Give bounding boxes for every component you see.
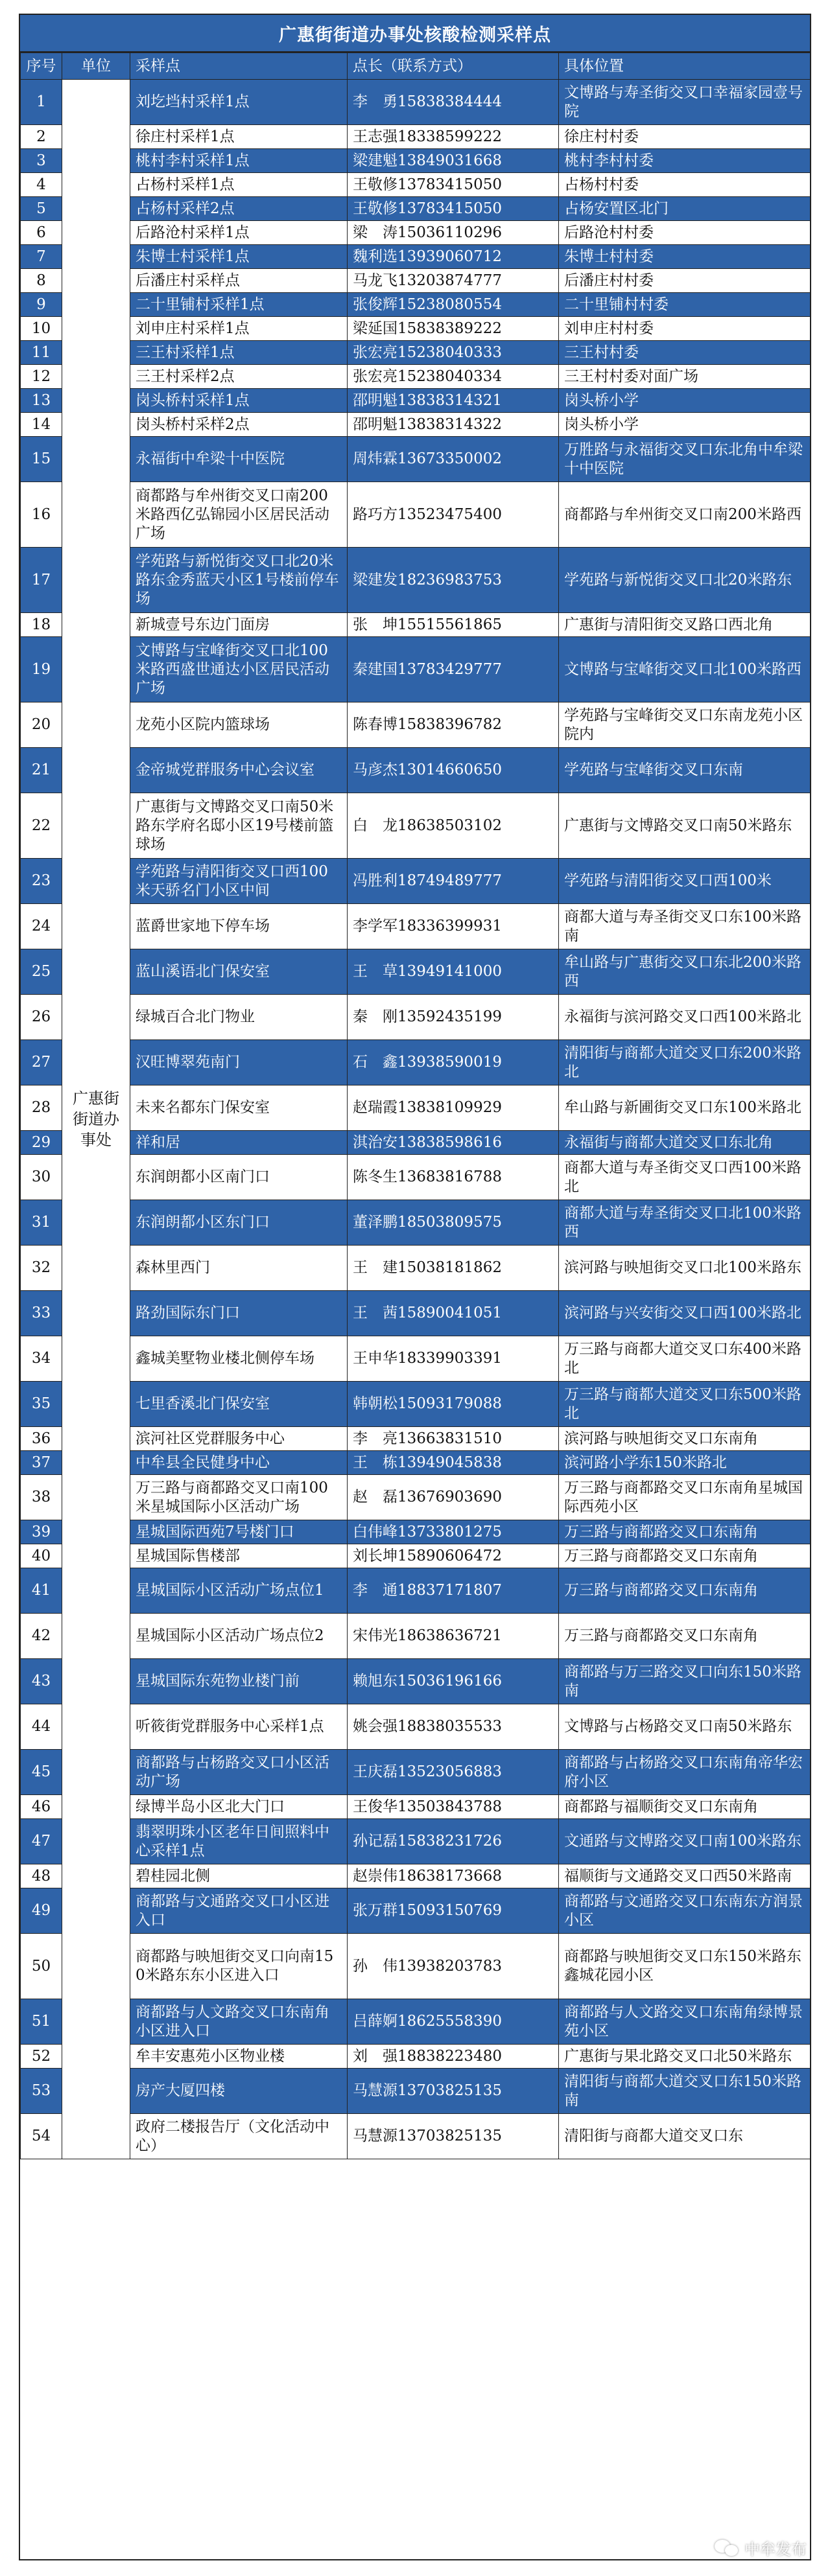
row-index: 34 — [21, 1336, 62, 1382]
row-leader-contact: 李学军18336399931 — [348, 904, 559, 949]
row-leader-contact: 梁建魁13849031668 — [348, 149, 559, 173]
row-leader-contact: 李 勇15838384444 — [348, 80, 559, 125]
row-leader-contact: 路巧方13523475400 — [348, 482, 559, 548]
row-leader-contact: 石 鑫13938590019 — [348, 1040, 559, 1085]
table-row — [21, 548, 811, 613]
row-index: 11 — [21, 341, 62, 365]
table-row — [21, 995, 811, 1040]
row-index: 28 — [21, 1085, 62, 1131]
row-leader-contact: 白 龙18638503102 — [348, 793, 559, 859]
row-index: 16 — [21, 482, 62, 548]
row-sampling-point: 星城国际西苑7号楼门口 — [130, 1520, 348, 1544]
row-location: 万三路与商都大道交叉口东500米路北 — [559, 1382, 811, 1427]
table-row — [21, 1246, 811, 1291]
row-leader-contact: 王敬修13783415050 — [348, 173, 559, 197]
row-sampling-point: 祥和居 — [130, 1131, 348, 1155]
row-location: 商都大道与寿圣街交叉口北100米路西 — [559, 1200, 811, 1246]
row-location: 永福街与滨河路交叉口西100米路北 — [559, 995, 811, 1040]
row-index: 4 — [21, 173, 62, 197]
row-location: 广惠街与文博路交叉口南50米路东 — [559, 793, 811, 859]
table-row — [21, 748, 811, 793]
table-row — [21, 1291, 811, 1336]
row-sampling-point: 岗头桥村采样2点 — [130, 413, 348, 437]
row-sampling-point: 蓝山溪语北门保安室 — [130, 949, 348, 995]
table-row — [21, 365, 811, 389]
table-row — [21, 317, 811, 341]
row-sampling-point: 东润朗都小区南门口 — [130, 1155, 348, 1200]
table-row — [21, 1819, 811, 1864]
row-sampling-point: 二十里铺村采样1点 — [130, 293, 348, 317]
row-index: 39 — [21, 1520, 62, 1544]
table-row — [21, 1336, 811, 1382]
table-row — [21, 1864, 811, 1888]
row-index: 20 — [21, 702, 62, 748]
row-sampling-point: 森林里西门 — [130, 1246, 348, 1291]
table-row — [21, 1451, 811, 1475]
row-leader-contact: 王庆磊13523056883 — [348, 1750, 559, 1795]
row-location: 万三路与商都大道交叉口东400米路北 — [559, 1336, 811, 1382]
row-location: 占杨村村委 — [559, 173, 811, 197]
table-row — [21, 1040, 811, 1085]
row-leader-contact: 赵崇伟18638173668 — [348, 1864, 559, 1888]
row-index: 44 — [21, 1704, 62, 1750]
row-leader-contact: 赵 磊13676903690 — [348, 1475, 559, 1520]
row-sampling-point: 汉旺博翠苑南门 — [130, 1040, 348, 1085]
row-sampling-point: 学苑路与新悦街交叉口北20米路东金秀蓝天小区1号楼前停车场 — [130, 548, 348, 613]
row-sampling-point: 学苑路与清阳街交叉口西100米天骄名门小区中间 — [130, 859, 348, 904]
row-location: 后路沧村村委 — [559, 221, 811, 245]
wechat-icon — [715, 2540, 739, 2557]
row-index: 38 — [21, 1475, 62, 1520]
row-sampling-point: 商都路与占杨路交叉口小区活动广场 — [130, 1750, 348, 1795]
row-index: 1 — [21, 80, 62, 125]
row-sampling-point: 商都路与牟州街交叉口南200米路西亿弘锦园小区居民活动广场 — [130, 482, 348, 548]
row-location: 牟山路与新圃街交叉口东100米路北 — [559, 1085, 811, 1131]
row-index: 24 — [21, 904, 62, 949]
row-index: 41 — [21, 1568, 62, 1614]
table-row — [21, 482, 811, 548]
row-sampling-point: 刘圪垱村采样1点 — [130, 80, 348, 125]
row-location: 文通路与文博路交叉口南100米路东 — [559, 1819, 811, 1864]
row-location: 滨河路与兴安街交叉口西100米路北 — [559, 1291, 811, 1336]
row-sampling-point: 新城壹号东边门面房 — [130, 613, 348, 637]
row-index: 29 — [21, 1131, 62, 1155]
row-sampling-point: 龙苑小区院内篮球场 — [130, 702, 348, 748]
row-leader-contact: 张万群15093150769 — [348, 1888, 559, 1934]
row-location: 商都路与福顺街交叉口东南角 — [559, 1795, 811, 1819]
row-index: 37 — [21, 1451, 62, 1475]
row-leader-contact: 梁建发18236983753 — [348, 548, 559, 613]
row-location: 商都大道与寿圣街交叉口东100米路南 — [559, 904, 811, 949]
table-row — [21, 221, 811, 245]
row-location: 清阳街与商都大道交叉口东150米路南 — [559, 2069, 811, 2114]
row-leader-contact: 赖旭东15036196166 — [348, 1659, 559, 1704]
table-row — [21, 293, 811, 317]
row-location: 学苑路与清阳街交叉口西100米 — [559, 859, 811, 904]
row-sampling-point: 未来名都东门保安室 — [130, 1085, 348, 1131]
row-index: 43 — [21, 1659, 62, 1704]
row-location: 广惠街与果北路交叉口北50米路东 — [559, 2045, 811, 2069]
table-row — [21, 173, 811, 197]
row-location: 岗头桥小学 — [559, 413, 811, 437]
row-index: 42 — [21, 1614, 62, 1659]
row-location: 刘申庄村村委 — [559, 317, 811, 341]
table-row — [21, 2045, 811, 2069]
row-location: 万三路与商都路交叉口东南角 — [559, 1614, 811, 1659]
row-location: 万三路与商都路交叉口东南角 — [559, 1544, 811, 1568]
unit-cell: 广惠街街道办事处 — [62, 80, 130, 2159]
row-sampling-point: 七里香溪北门保安室 — [130, 1382, 348, 1427]
row-location: 三王村村委对面广场 — [559, 365, 811, 389]
row-location: 万胜路与永福街交叉口东北角中牟梁十中医院 — [559, 437, 811, 482]
row-index: 49 — [21, 1888, 62, 1934]
row-leader-contact: 邵明魁13838314321 — [348, 389, 559, 413]
row-location: 文博路与宝峰街交叉口北100米路西 — [559, 637, 811, 702]
row-location: 福顺街与文通路交叉口西50米路南 — [559, 1864, 811, 1888]
row-index: 22 — [21, 793, 62, 859]
row-index: 48 — [21, 1864, 62, 1888]
table-row — [21, 904, 811, 949]
row-index: 5 — [21, 197, 62, 221]
table-row — [21, 1750, 811, 1795]
row-sampling-point: 后潘庄村采样点 — [130, 269, 348, 293]
row-leader-contact: 张宏亮15238040333 — [348, 341, 559, 365]
row-index: 13 — [21, 389, 62, 413]
row-location: 万三路与商都路交叉口东南角 — [559, 1520, 811, 1544]
row-leader-contact: 张宏亮15238040334 — [348, 365, 559, 389]
watermark-text: 中牟发布 — [744, 2540, 807, 2559]
sampling-points-table — [20, 52, 811, 2159]
row-location: 二十里铺村村委 — [559, 293, 811, 317]
row-sampling-point: 蓝爵世家地下停车场 — [130, 904, 348, 949]
row-index: 33 — [21, 1291, 62, 1336]
row-location: 滨河路与映旭街交叉口北100米路东 — [559, 1246, 811, 1291]
row-sampling-point: 星城国际东苑物业楼门前 — [130, 1659, 348, 1704]
table-row — [21, 1131, 811, 1155]
row-leader-contact: 张俊辉15238080554 — [348, 293, 559, 317]
row-index: 35 — [21, 1382, 62, 1427]
row-leader-contact: 赵瑞霞13838109929 — [348, 1085, 559, 1131]
row-location: 清阳街与商都大道交叉口东200米路北 — [559, 1040, 811, 1085]
row-sampling-point: 商都路与人文路交叉口东南角小区进入口 — [130, 1999, 348, 2045]
row-location: 广惠街与清阳街交叉路口西北角 — [559, 613, 811, 637]
table-row — [21, 269, 811, 293]
page-title: 广惠街街道办事处核酸检测采样点 — [20, 15, 810, 52]
row-index: 27 — [21, 1040, 62, 1085]
row-sampling-point: 占杨村采样1点 — [130, 173, 348, 197]
row-index: 2 — [21, 125, 62, 149]
table-row — [21, 1568, 811, 1614]
table-row — [21, 341, 811, 365]
row-index: 40 — [21, 1544, 62, 1568]
row-leader-contact: 王俊华13503843788 — [348, 1795, 559, 1819]
row-leader-contact: 陈冬生13683816788 — [348, 1155, 559, 1200]
row-location: 商都路与映旭街交叉口东150米路东鑫城花园小区 — [559, 1934, 811, 1999]
row-index: 15 — [21, 437, 62, 482]
table-row — [21, 245, 811, 269]
table-row — [21, 1934, 811, 1999]
table-row — [21, 149, 811, 173]
row-leader-contact: 淇治安13838598616 — [348, 1131, 559, 1155]
row-leader-contact: 宋伟光18638636721 — [348, 1614, 559, 1659]
row-sampling-point: 万三路与商都路交叉口南100米星城国际小区活动广场 — [130, 1475, 348, 1520]
row-index: 9 — [21, 293, 62, 317]
row-sampling-point: 听筱街党群服务中心采样1点 — [130, 1704, 348, 1750]
row-leader-contact: 王 草13949141000 — [348, 949, 559, 995]
row-sampling-point: 绿城百合北门物业 — [130, 995, 348, 1040]
table-row — [21, 613, 811, 637]
row-sampling-point: 政府二楼报告厅（文化活动中心） — [130, 2114, 348, 2159]
table-row — [21, 1999, 811, 2045]
table-body — [21, 80, 811, 2159]
row-leader-contact: 吕薛婀18625558390 — [348, 1999, 559, 2045]
row-leader-contact: 刘长坤15890606472 — [348, 1544, 559, 1568]
row-leader-contact: 白伟峰13733801275 — [348, 1520, 559, 1544]
row-index: 54 — [21, 2114, 62, 2159]
row-leader-contact: 秦建国13783429777 — [348, 637, 559, 702]
row-leader-contact: 马彦杰13014660650 — [348, 748, 559, 793]
row-leader-contact: 周炜霖13673350002 — [348, 437, 559, 482]
row-index: 19 — [21, 637, 62, 702]
row-sampling-point: 商都路与文通路交叉口小区进入口 — [130, 1888, 348, 1934]
row-index: 47 — [21, 1819, 62, 1864]
row-index: 51 — [21, 1999, 62, 2045]
row-index: 46 — [21, 1795, 62, 1819]
row-sampling-point: 桃村李村采样1点 — [130, 149, 348, 173]
table-row — [21, 1659, 811, 1704]
row-leader-contact: 王申华18339903391 — [348, 1336, 559, 1382]
table-row — [21, 637, 811, 702]
table-row — [21, 859, 811, 904]
row-index: 30 — [21, 1155, 62, 1200]
table-row — [21, 437, 811, 482]
row-index: 21 — [21, 748, 62, 793]
table-row — [21, 1085, 811, 1131]
column-header-leader: 点长（联系方式） — [348, 53, 559, 80]
column-header-index: 序号 — [21, 53, 62, 80]
row-index: 23 — [21, 859, 62, 904]
watermark — [715, 2536, 807, 2559]
row-index: 52 — [21, 2045, 62, 2069]
sampling-points-sheet — [19, 14, 811, 2560]
row-index: 18 — [21, 613, 62, 637]
table-row — [21, 413, 811, 437]
row-index: 12 — [21, 365, 62, 389]
row-sampling-point: 永福街中牟梁十中医院 — [130, 437, 348, 482]
row-sampling-point: 东润朗都小区东门口 — [130, 1200, 348, 1246]
row-index: 53 — [21, 2069, 62, 2114]
row-index: 7 — [21, 245, 62, 269]
row-sampling-point: 文博路与宝峰街交叉口北100米路西盛世通达小区居民活动广场 — [130, 637, 348, 702]
table-row — [21, 389, 811, 413]
row-sampling-point: 商都路与映旭街交叉口向南150米路东东小区进入口 — [130, 1934, 348, 1999]
row-sampling-point: 绿博半岛小区北大门口 — [130, 1795, 348, 1819]
row-leader-contact: 魏利选13939060712 — [348, 245, 559, 269]
row-location: 后潘庄村村委 — [559, 269, 811, 293]
row-leader-contact: 秦 刚13592435199 — [348, 995, 559, 1040]
table-row — [21, 1795, 811, 1819]
row-sampling-point: 金帝城党群服务中心会议室 — [130, 748, 348, 793]
row-leader-contact: 孙 伟13938203783 — [348, 1934, 559, 1999]
row-sampling-point: 星城国际小区活动广场点位2 — [130, 1614, 348, 1659]
table-row — [21, 197, 811, 221]
row-index: 17 — [21, 548, 62, 613]
row-index: 50 — [21, 1934, 62, 1999]
row-location: 岗头桥小学 — [559, 389, 811, 413]
row-location: 占杨安置区北门 — [559, 197, 811, 221]
row-sampling-point: 三王村采样1点 — [130, 341, 348, 365]
row-sampling-point: 后路沧村采样1点 — [130, 221, 348, 245]
row-location: 牟山路与广惠街交叉口东北200米路西 — [559, 949, 811, 995]
table-row — [21, 1427, 811, 1451]
row-location: 商都路与文通路交叉口东南东方润景小区 — [559, 1888, 811, 1934]
table-row — [21, 793, 811, 859]
row-sampling-point: 徐庄村采样1点 — [130, 125, 348, 149]
row-sampling-point: 牟丰安惠苑小区物业楼 — [130, 2045, 348, 2069]
row-location: 商都路与牟州街交叉口南200米路西 — [559, 482, 811, 548]
row-sampling-point: 星城国际小区活动广场点位1 — [130, 1568, 348, 1614]
row-leader-contact: 邵明魁13838314322 — [348, 413, 559, 437]
row-location: 桃村李村村委 — [559, 149, 811, 173]
row-location: 文博路与寿圣街交叉口幸福家园壹号院 — [559, 80, 811, 125]
row-index: 32 — [21, 1246, 62, 1291]
row-leader-contact: 李 亮13663831510 — [348, 1427, 559, 1451]
row-location: 清阳街与商都大道交叉口东 — [559, 2114, 811, 2159]
row-sampling-point: 岗头桥村采样1点 — [130, 389, 348, 413]
row-sampling-point: 星城国际售楼部 — [130, 1544, 348, 1568]
row-location: 徐庄村村委 — [559, 125, 811, 149]
table-row — [21, 1382, 811, 1427]
table-row — [21, 1614, 811, 1659]
row-sampling-point: 滨河社区党群服务中心 — [130, 1427, 348, 1451]
table-row — [21, 702, 811, 748]
row-sampling-point: 房产大厦四楼 — [130, 2069, 348, 2114]
row-location: 学苑路与宝峰街交叉口东南龙苑小区院内 — [559, 702, 811, 748]
row-leader-contact: 韩朝松15093179088 — [348, 1382, 559, 1427]
row-sampling-point: 路劲国际东门口 — [130, 1291, 348, 1336]
row-sampling-point: 三王村采样2点 — [130, 365, 348, 389]
row-leader-contact: 董泽鹏18503809575 — [348, 1200, 559, 1246]
table-row — [21, 1520, 811, 1544]
column-header-location: 具体位置 — [559, 53, 811, 80]
row-leader-contact: 李 通18837171807 — [348, 1568, 559, 1614]
table-row — [21, 1200, 811, 1246]
row-location: 滨河路小学东150米路北 — [559, 1451, 811, 1475]
row-leader-contact: 冯胜利18749489777 — [348, 859, 559, 904]
row-location: 永福街与商都大道交叉口东北角 — [559, 1131, 811, 1155]
row-leader-contact: 王志强18338599222 — [348, 125, 559, 149]
table-row — [21, 80, 811, 125]
row-sampling-point: 碧桂园北侧 — [130, 1864, 348, 1888]
row-location: 万三路与商都路交叉口东南角 — [559, 1568, 811, 1614]
table-row — [21, 1704, 811, 1750]
row-location: 商都路与万三路交叉口向东150米路南 — [559, 1659, 811, 1704]
row-index: 45 — [21, 1750, 62, 1795]
row-sampling-point: 刘申庄村采样1点 — [130, 317, 348, 341]
row-leader-contact: 马慧源13703825135 — [348, 2069, 559, 2114]
row-location: 三王村村委 — [559, 341, 811, 365]
row-index: 3 — [21, 149, 62, 173]
row-leader-contact: 马慧源13703825135 — [348, 2114, 559, 2159]
table-header-row — [21, 53, 811, 80]
row-leader-contact: 马龙飞13203874777 — [348, 269, 559, 293]
row-index: 14 — [21, 413, 62, 437]
row-index: 26 — [21, 995, 62, 1040]
table-row — [21, 125, 811, 149]
row-location: 滨河路与映旭街交叉口东南角 — [559, 1427, 811, 1451]
row-location: 朱博士村村委 — [559, 245, 811, 269]
table-row — [21, 1475, 811, 1520]
row-index: 8 — [21, 269, 62, 293]
table-row — [21, 1155, 811, 1200]
row-leader-contact: 王 建15038181862 — [348, 1246, 559, 1291]
row-location: 学苑路与新悦街交叉口北20米路东 — [559, 548, 811, 613]
row-location: 学苑路与宝峰街交叉口东南 — [559, 748, 811, 793]
row-leader-contact: 刘 强18838223480 — [348, 2045, 559, 2069]
row-index: 10 — [21, 317, 62, 341]
table-row — [21, 1888, 811, 1934]
row-leader-contact: 陈春博15838396782 — [348, 702, 559, 748]
row-leader-contact: 王 栋13949045838 — [348, 1451, 559, 1475]
row-sampling-point: 鑫城美墅物业楼北侧停车场 — [130, 1336, 348, 1382]
row-location: 商都大道与寿圣街交叉口西100米路北 — [559, 1155, 811, 1200]
row-sampling-point: 中牟县全民健身中心 — [130, 1451, 348, 1475]
row-leader-contact: 王 茜15890041051 — [348, 1291, 559, 1336]
table-row — [21, 949, 811, 995]
row-sampling-point: 广惠街与文博路交叉口南50米路东学府名邸小区19号楼前篮球场 — [130, 793, 348, 859]
row-index: 25 — [21, 949, 62, 995]
row-sampling-point: 翡翠明珠小区老年日间照料中心采样1点 — [130, 1819, 348, 1864]
table-row — [21, 2069, 811, 2114]
row-leader-contact: 孙记磊15838231726 — [348, 1819, 559, 1864]
table-row — [21, 1544, 811, 1568]
row-leader-contact: 梁延国15838389222 — [348, 317, 559, 341]
row-leader-contact: 王敬修13783415050 — [348, 197, 559, 221]
row-index: 36 — [21, 1427, 62, 1451]
row-location: 商都路与占杨路交叉口东南角帝华宏府小区 — [559, 1750, 811, 1795]
row-sampling-point: 占杨村采样2点 — [130, 197, 348, 221]
row-sampling-point: 朱博士村采样1点 — [130, 245, 348, 269]
column-header-point: 采样点 — [130, 53, 348, 80]
row-leader-contact: 张 坤15515561865 — [348, 613, 559, 637]
row-location: 商都路与人文路交叉口东南角绿博景苑小区 — [559, 1999, 811, 2045]
row-index: 6 — [21, 221, 62, 245]
table-row — [21, 2114, 811, 2159]
row-leader-contact: 姚会强18838035533 — [348, 1704, 559, 1750]
column-header-unit: 单位 — [62, 53, 130, 80]
row-leader-contact: 梁 涛15036110296 — [348, 221, 559, 245]
row-location: 万三路与商都路交叉口东南角星城国际西苑小区 — [559, 1475, 811, 1520]
row-location: 文博路与占杨路交叉口南50米路东 — [559, 1704, 811, 1750]
row-index: 31 — [21, 1200, 62, 1246]
